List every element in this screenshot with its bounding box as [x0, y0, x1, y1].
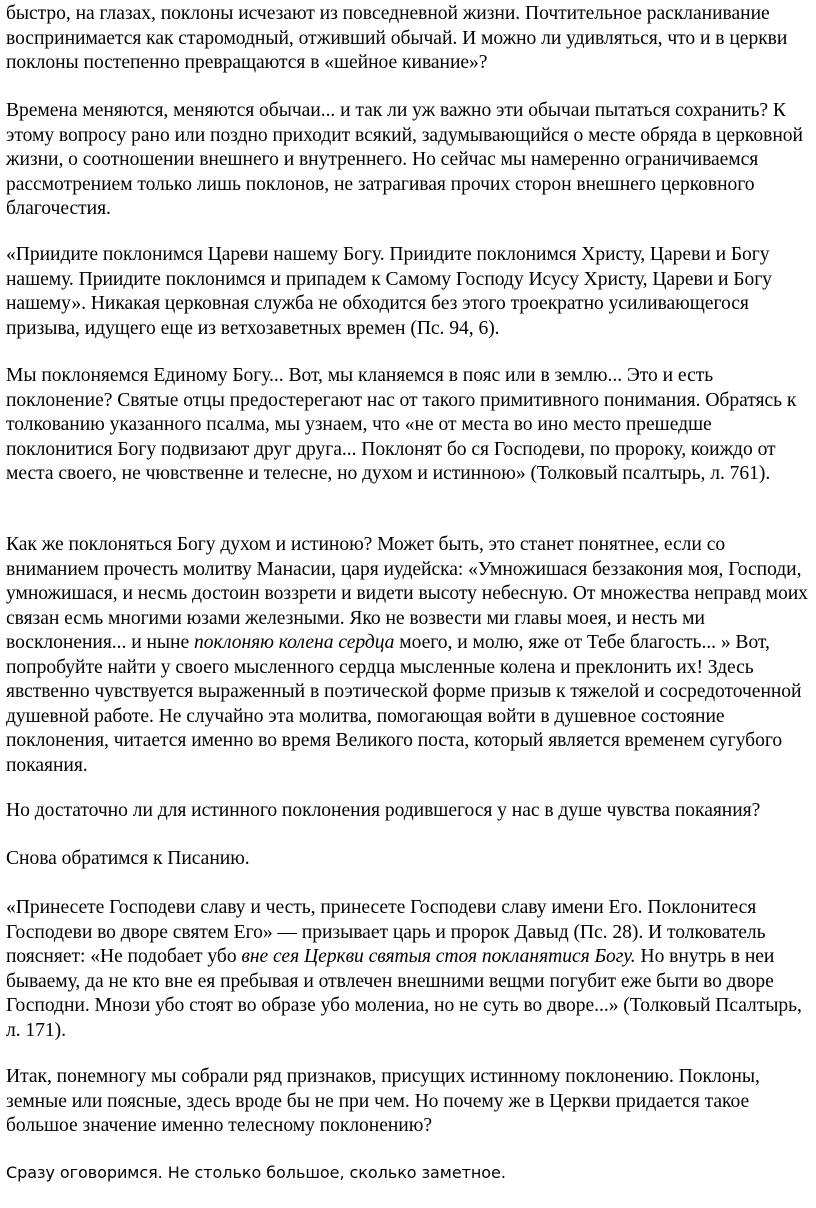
paragraph-6	[6, 799, 810, 824]
paragraph-5-italic: поклоняю колена сердца	[193, 632, 395, 653]
paragraph-4	[6, 364, 810, 487]
paragraph-8-text-a: «Принесете Господеви славу и честь, принесете Господеви славу имени Его. Поклонитеся Господеви во дворе святем Его» — призывает царь и пророк Давыд (Пс. 28). И толкователь поясняет: «Не подобает убо	[6, 897, 766, 967]
paragraph-9-text: Итак, понемногу мы собрали ряд признаков, присущих истинному поклонению. Поклоны, земные или поясные, здесь вроде бы не при чем. Но почему же в Церкви придается такое большое значение именно телесному поклонению?	[6, 1066, 760, 1136]
paragraph-8	[6, 896, 810, 1043]
paragraph-1-text: быстро, на глазах, поклоны исчезают из повседневной жизни. Почтительное раскланивание воспринимается как старомодный, отживший обычай. И можно ли удивляться, что и в церкви поклоны постепенно превращаются в «шейное кивание»?	[6, 3, 788, 73]
paragraph-3-text: «Приидите поклонимся Цареви нашему Богу. Приидите поклонимся Христу, Цареви и Богу нашему. Приидите поклонимся и припадем к Самому Господу Исусу Христу, Цареви и Богу нашему». Никакая церковная служба не обходится без этого троекратно усиливающегося призыва, идущего еще из ветхозаветных времен (Пс. 94, 6).	[6, 244, 772, 339]
paragraph-8-text-b: Но внутрь в неи бываему, да не кто вне ея пребывая и отвлечен внешними вещми погубит еже быти во дворе Господни. Мнози убо стоят во образе убо молениа, но не суть во дворе...» (Толковый Псалтырь, л. 171).	[6, 946, 802, 1041]
paragraph-10	[6, 1162, 810, 1184]
paragraph-5-text-a: Как же поклоняться Богу духом и истиною? Может быть, это станет понятнее, если со вниманием прочесть молитву Манасии, царя иудейска: «Умножишася беззакония моя, Господи, умножишася, и несмь достоин воззрети и видети высоту небесную. От множества неправд моих связан есмь многими юзами железными. Яко не возвести ми главы моея, и несть ми восклонения... и ныне	[6, 534, 808, 653]
paragraph-5	[6, 533, 810, 778]
paragraph-8-italic: вне сея Церкви святыя стоя покланятися Богу.	[241, 946, 636, 967]
paragraph-2	[6, 99, 810, 222]
paragraph-2-text: Времена меняются, меняются обычаи... и так ли уж важно эти обычаи пытаться сохранить? К этому вопросу рано или поздно приходит всякий, задумывающийся о месте обряда в церковной жизни, о соотношении внешнего и внутреннего. Но сейчас мы намеренно ограничиваемся рассмотрением только лишь поклонов, не затрагивая прочих сторон внешнего церковного благочестия.	[6, 100, 803, 219]
paragraph-9	[6, 1065, 810, 1139]
paragraph-6-text: Но достаточно ли для истинного поклонения родившегося у нас в душе чувства покаяния?	[6, 800, 761, 821]
paragraph-4-text: Мы поклоняемся Единому Богу... Вот, мы кланяемся в пояс или в землю... Это и есть поклонение? Святые отцы предостерегают нас от такого примитивного понимания. Обратясь к толкованию указанного псалма, мы узнаем, что «не от места во ино место прешедше поклонитися Богу подвизают друг друга... Поклонят бо ся Господеви, по пророку, коиждо от места своего, не чювственне и телесне, но духом и истинною» (Толковый псалтырь, л. 761).	[6, 365, 797, 484]
paragraph-5-text-b: моего, и молю, яже от Тебе благость... » Вот, попробуйте найти у своего мысленного сердца мысленные колена и преклонить их! Здесь явственно чувствуется выраженный в поэтической форме призыв к тяжелой и сосредоточенной душевной работе. Не случайно эта молитва, помогающая войти в душевное состояние поклонения, читается именно во время Великого поста, который является временем сугубого покаяния.	[6, 632, 802, 776]
paragraph-10-text: Сразу оговоримся. Не столько большое, сколько заметное.	[6, 1163, 506, 1182]
paragraph-1	[6, 2, 810, 76]
paragraph-7	[6, 847, 810, 872]
paragraph-3	[6, 243, 810, 341]
paragraph-7-text: Снова обратимся к Писанию.	[6, 848, 250, 869]
